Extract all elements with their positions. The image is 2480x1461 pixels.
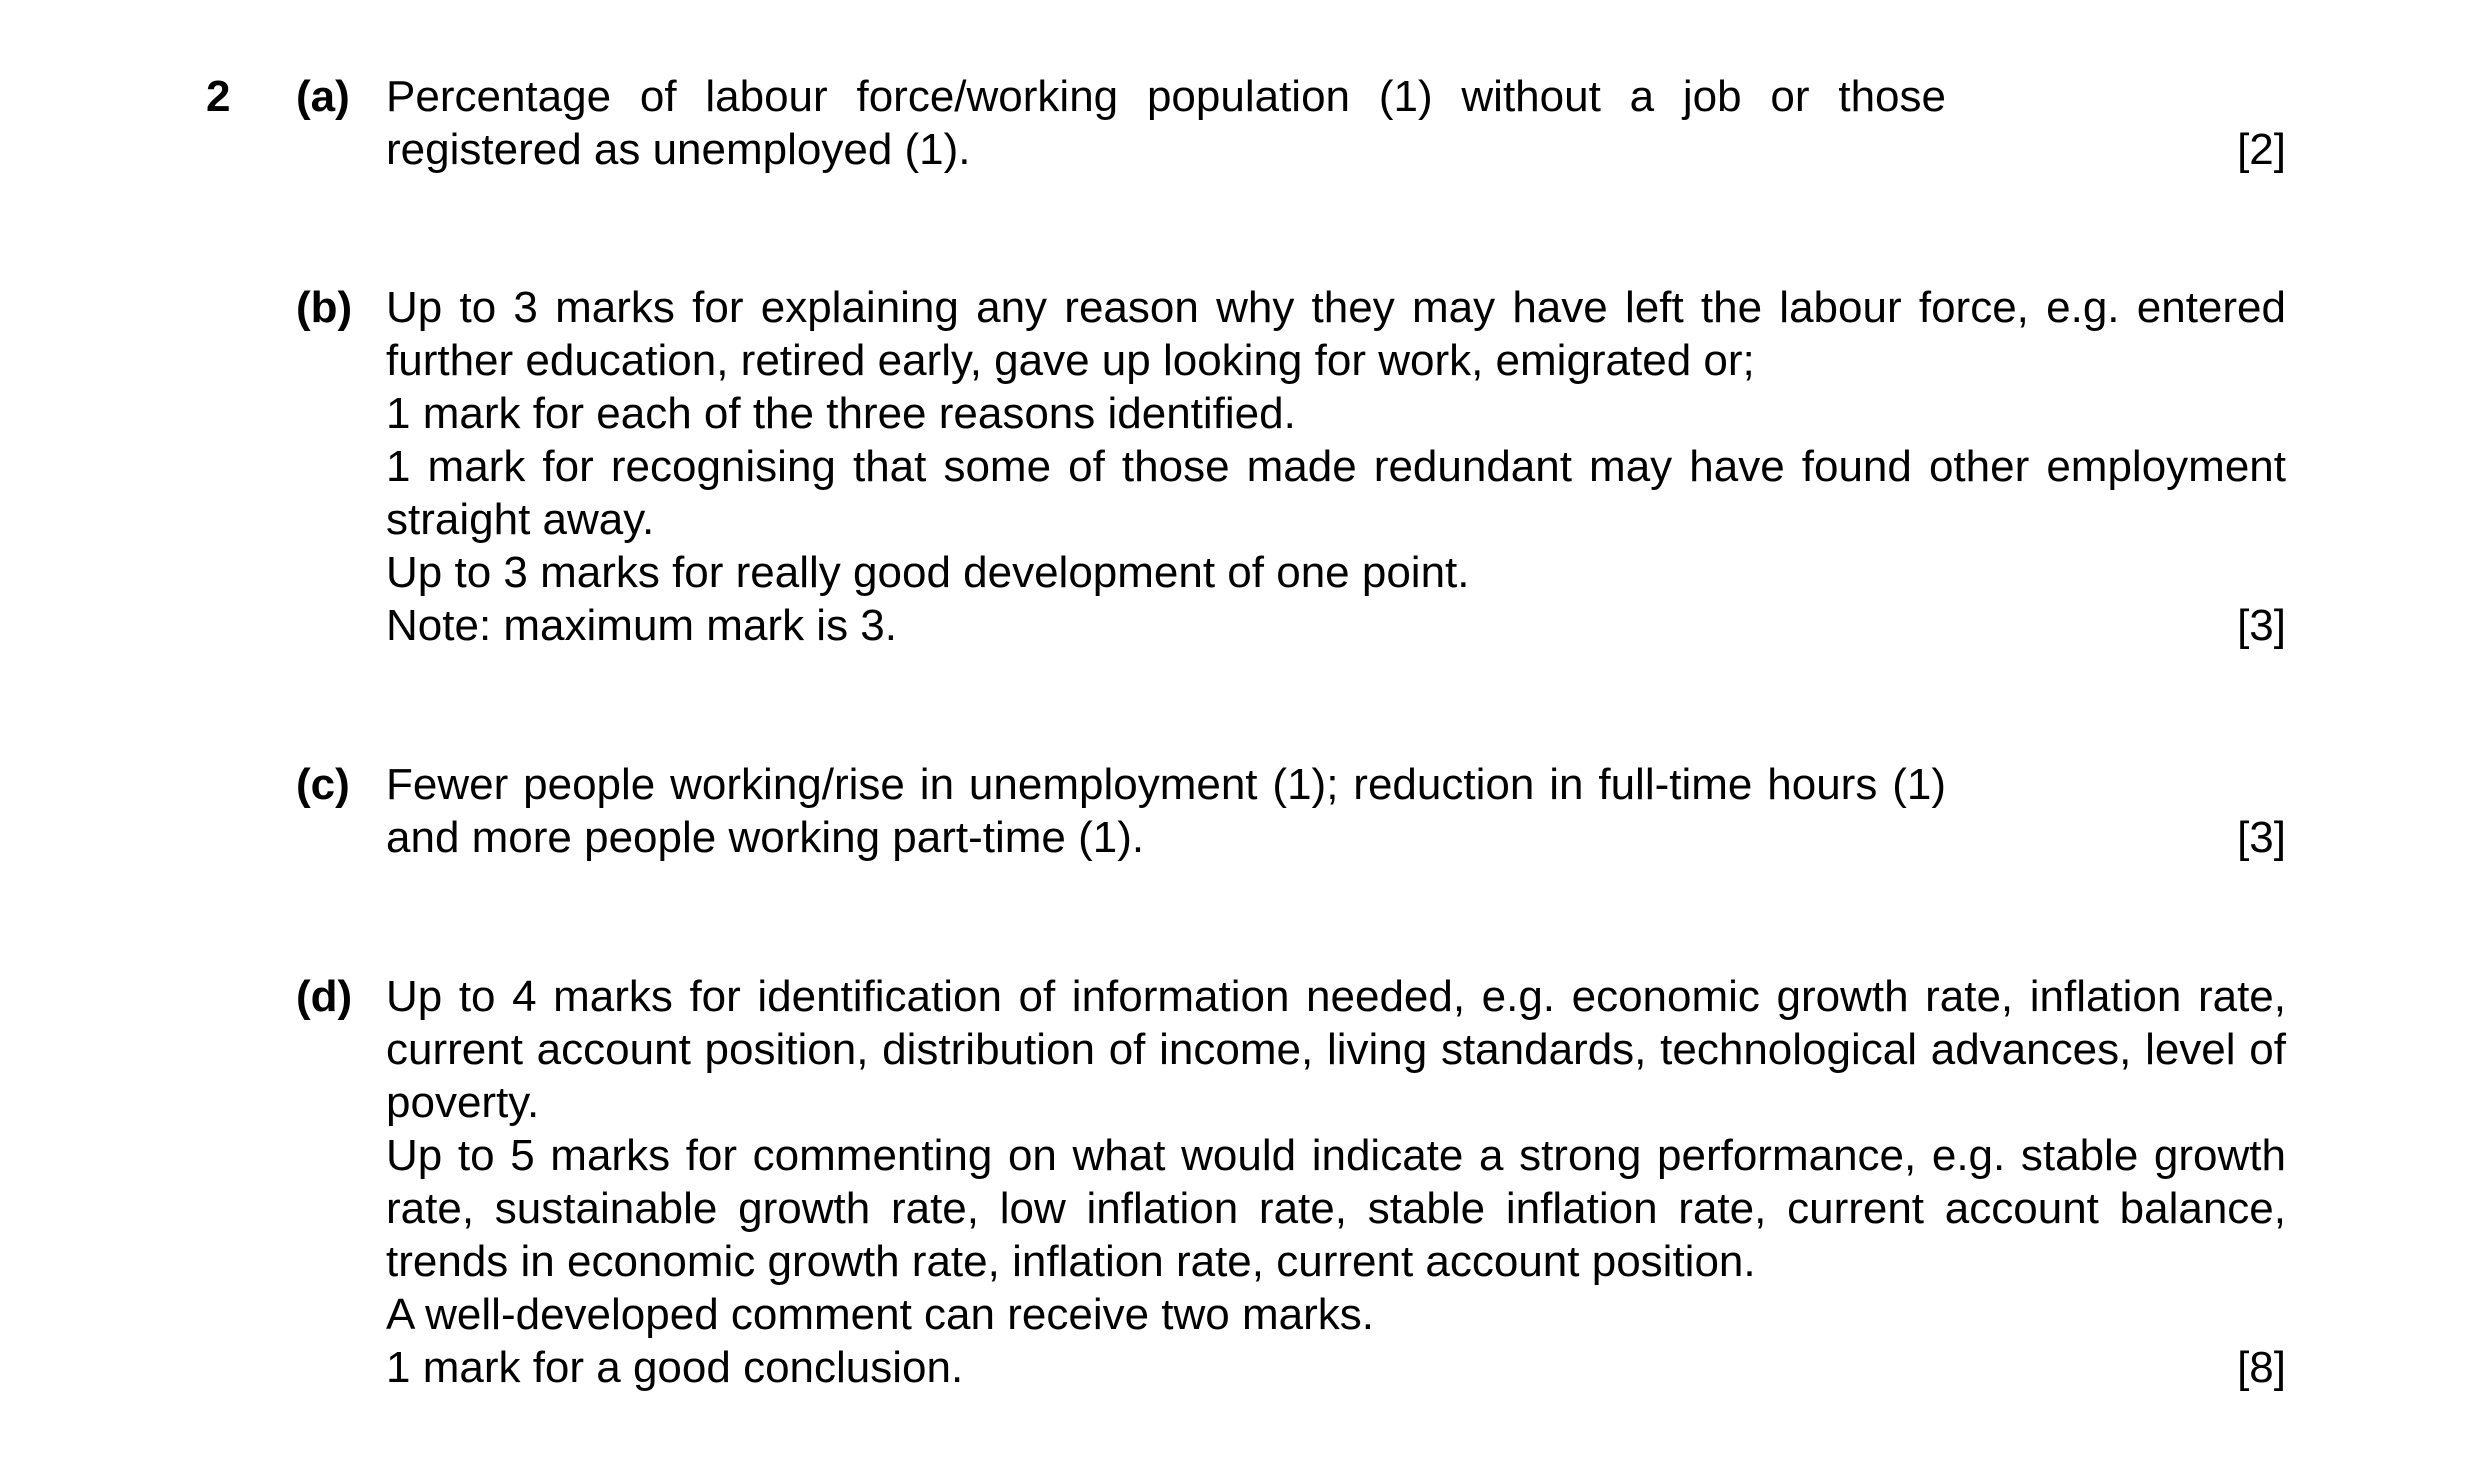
part-b-body [386, 281, 2286, 652]
part-b-note: Note: maximum mark is 3. [386, 601, 897, 650]
part-c-label: (c) [296, 760, 350, 809]
part-d-conclusion-row [386, 1341, 2286, 1394]
part-d-body [386, 970, 2286, 1394]
part-b-line-4: Up to 3 marks for really good development of one point. [386, 548, 1470, 597]
part-d-para-2: Up to 5 marks for commenting on what would indicate a strong performance, e.g. stable growth rate, sustainable growth rate, low inflation rate, stable inflation rate, current account balance, trends in economic growth rate, inflation rate, current account position. [386, 1131, 2286, 1286]
part-d-para-1: Up to 4 marks for identification of information needed, e.g. economic growth rate, inflation rate, current account position, distribution of income, living standards, technological advances, level of poverty. [386, 972, 2286, 1127]
part-a-label: (a) [296, 72, 350, 121]
part-b-line-2: 1 mark for each of the three reasons identified. [386, 389, 1296, 438]
part-c-marks: [3] [2237, 813, 2286, 862]
part-b-label: (b) [296, 283, 353, 332]
part-b-marks: [3] [2237, 601, 2286, 650]
part-d-label: (d) [296, 972, 353, 1021]
part-d-conclusion: 1 mark for a good conclusion. [386, 1343, 964, 1392]
part-c-body [386, 758, 2286, 864]
part-c-text: Fewer people working/rise in unemployment (1); reduction in full-time hours (1) and more people working part-time (1). [386, 760, 1946, 862]
part-a-body [386, 70, 2286, 176]
part-a-marks: [2] [2237, 125, 2286, 174]
part-d-line-3: A well-developed comment can receive two marks. [386, 1290, 1374, 1339]
part-c-text-row [386, 758, 2286, 864]
question-number: 2 [206, 72, 231, 121]
part-a-text: Percentage of labour force/working population (1) without a job or those registered as unemployed (1). [386, 72, 1946, 174]
part-b-note-row [386, 599, 2286, 652]
part-b-para-3: 1 mark for recognising that some of those made redundant may have found other employment straight away. [386, 442, 2286, 544]
part-d-marks: [8] [2237, 1343, 2286, 1392]
part-b-para-1: Up to 3 marks for explaining any reason why they may have left the labour force, e.g. entered further education, retired early, gave up looking for work, emigrated or; [386, 283, 2286, 385]
part-a-text-row [386, 70, 2286, 176]
